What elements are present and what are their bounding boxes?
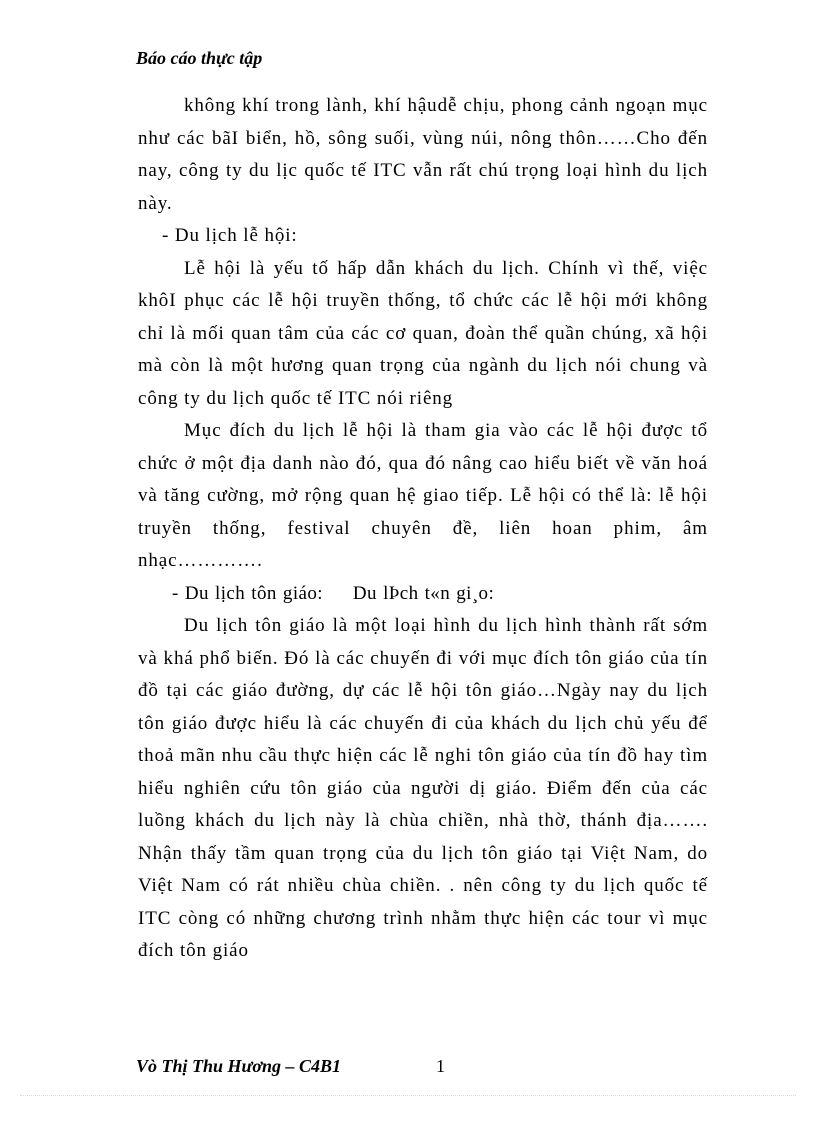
page-header-title: Báo cáo thực tập bbox=[136, 48, 263, 68]
paragraph-festival-purpose: Mục đích du lịch lễ hội là tham gia vào các lễ hội được tổ chức ở một địa danh nào đó, qua đó nâng cao hiểu biết về văn hoá và tăng cường, mở rộng quan hệ giao tiếp. Lễ hội có thể là: lễ hội truyền thống, festival chuyên đề, liên hoan phim, âm nhạc…………. bbox=[138, 420, 708, 571]
list-item-festival-tourism: - Du lịch lễ hội: bbox=[162, 225, 298, 246]
paragraph-festival-importance: Lễ hội là yếu tố hấp dẫn khách du lịch. Chính vì thế, việc khôI phục các lễ hội truyền thống, tổ chức các lễ hội mới không chỉ là mối quan tâm của các cơ quan, đoàn thể quần chúng, xã hội mà còn là một hương quan trọng của ngành du lịch nói chung và công ty du lịch quốc tế ITC nói riêng bbox=[138, 257, 708, 409]
religious-tourism-garbled-label: Du lÞch t«n gi¸o: bbox=[352, 582, 495, 604]
page-number: 1 bbox=[436, 1056, 445, 1076]
paragraph-intro: không khí trong lành, khí hậudễ chịu, phong cảnh ngoạn mục như các bãI biển, hồ, sông suối, vùng núi, nông thôn……Cho đến nay, công ty du lịc quốc tế ITC vẫn rất chú trọng loại hình du lịch này. bbox=[138, 95, 708, 214]
footer-author: Vò Thị Thu Hương – C4B1 bbox=[136, 1056, 341, 1076]
page-bottom-divider bbox=[20, 1095, 796, 1096]
document-body bbox=[138, 90, 708, 968]
list-item-religious-tourism bbox=[138, 578, 708, 611]
paragraph-religious-tourism: Du lịch tôn giáo là một loại hình du lịch hình thành rất sớm và khá phổ biến. Đó là các chuyến đi với mục đích tôn giáo của tín đồ tại các giáo đường, dự các lễ hội tôn giáo…Ngày nay du lịch tôn giáo được hiểu là các chuyến đi của khách du lịch chủ yếu để thoả mãn nhu cầu thực hiện các lễ nghi tôn giáo của tín đồ hay tìm hiểu nghiên cứu tôn giáo của người dị giáo. Điểm đến của các luồng khách du lịch này là chùa chiền, nhà thờ, thánh địa……. Nhận thấy tầm quan trọng của du lịch tôn giáo tại Việt Nam, do Việt Nam có rát nhiều chùa chiền. . nên công ty du lịch quốc tế ITC còng có những chương trình nhằm thực hiện các tour vì mục đích tôn giáo bbox=[138, 615, 708, 961]
religious-tourism-label: - Du lịch tôn giáo: bbox=[172, 582, 323, 604]
page-footer bbox=[136, 1056, 456, 1077]
